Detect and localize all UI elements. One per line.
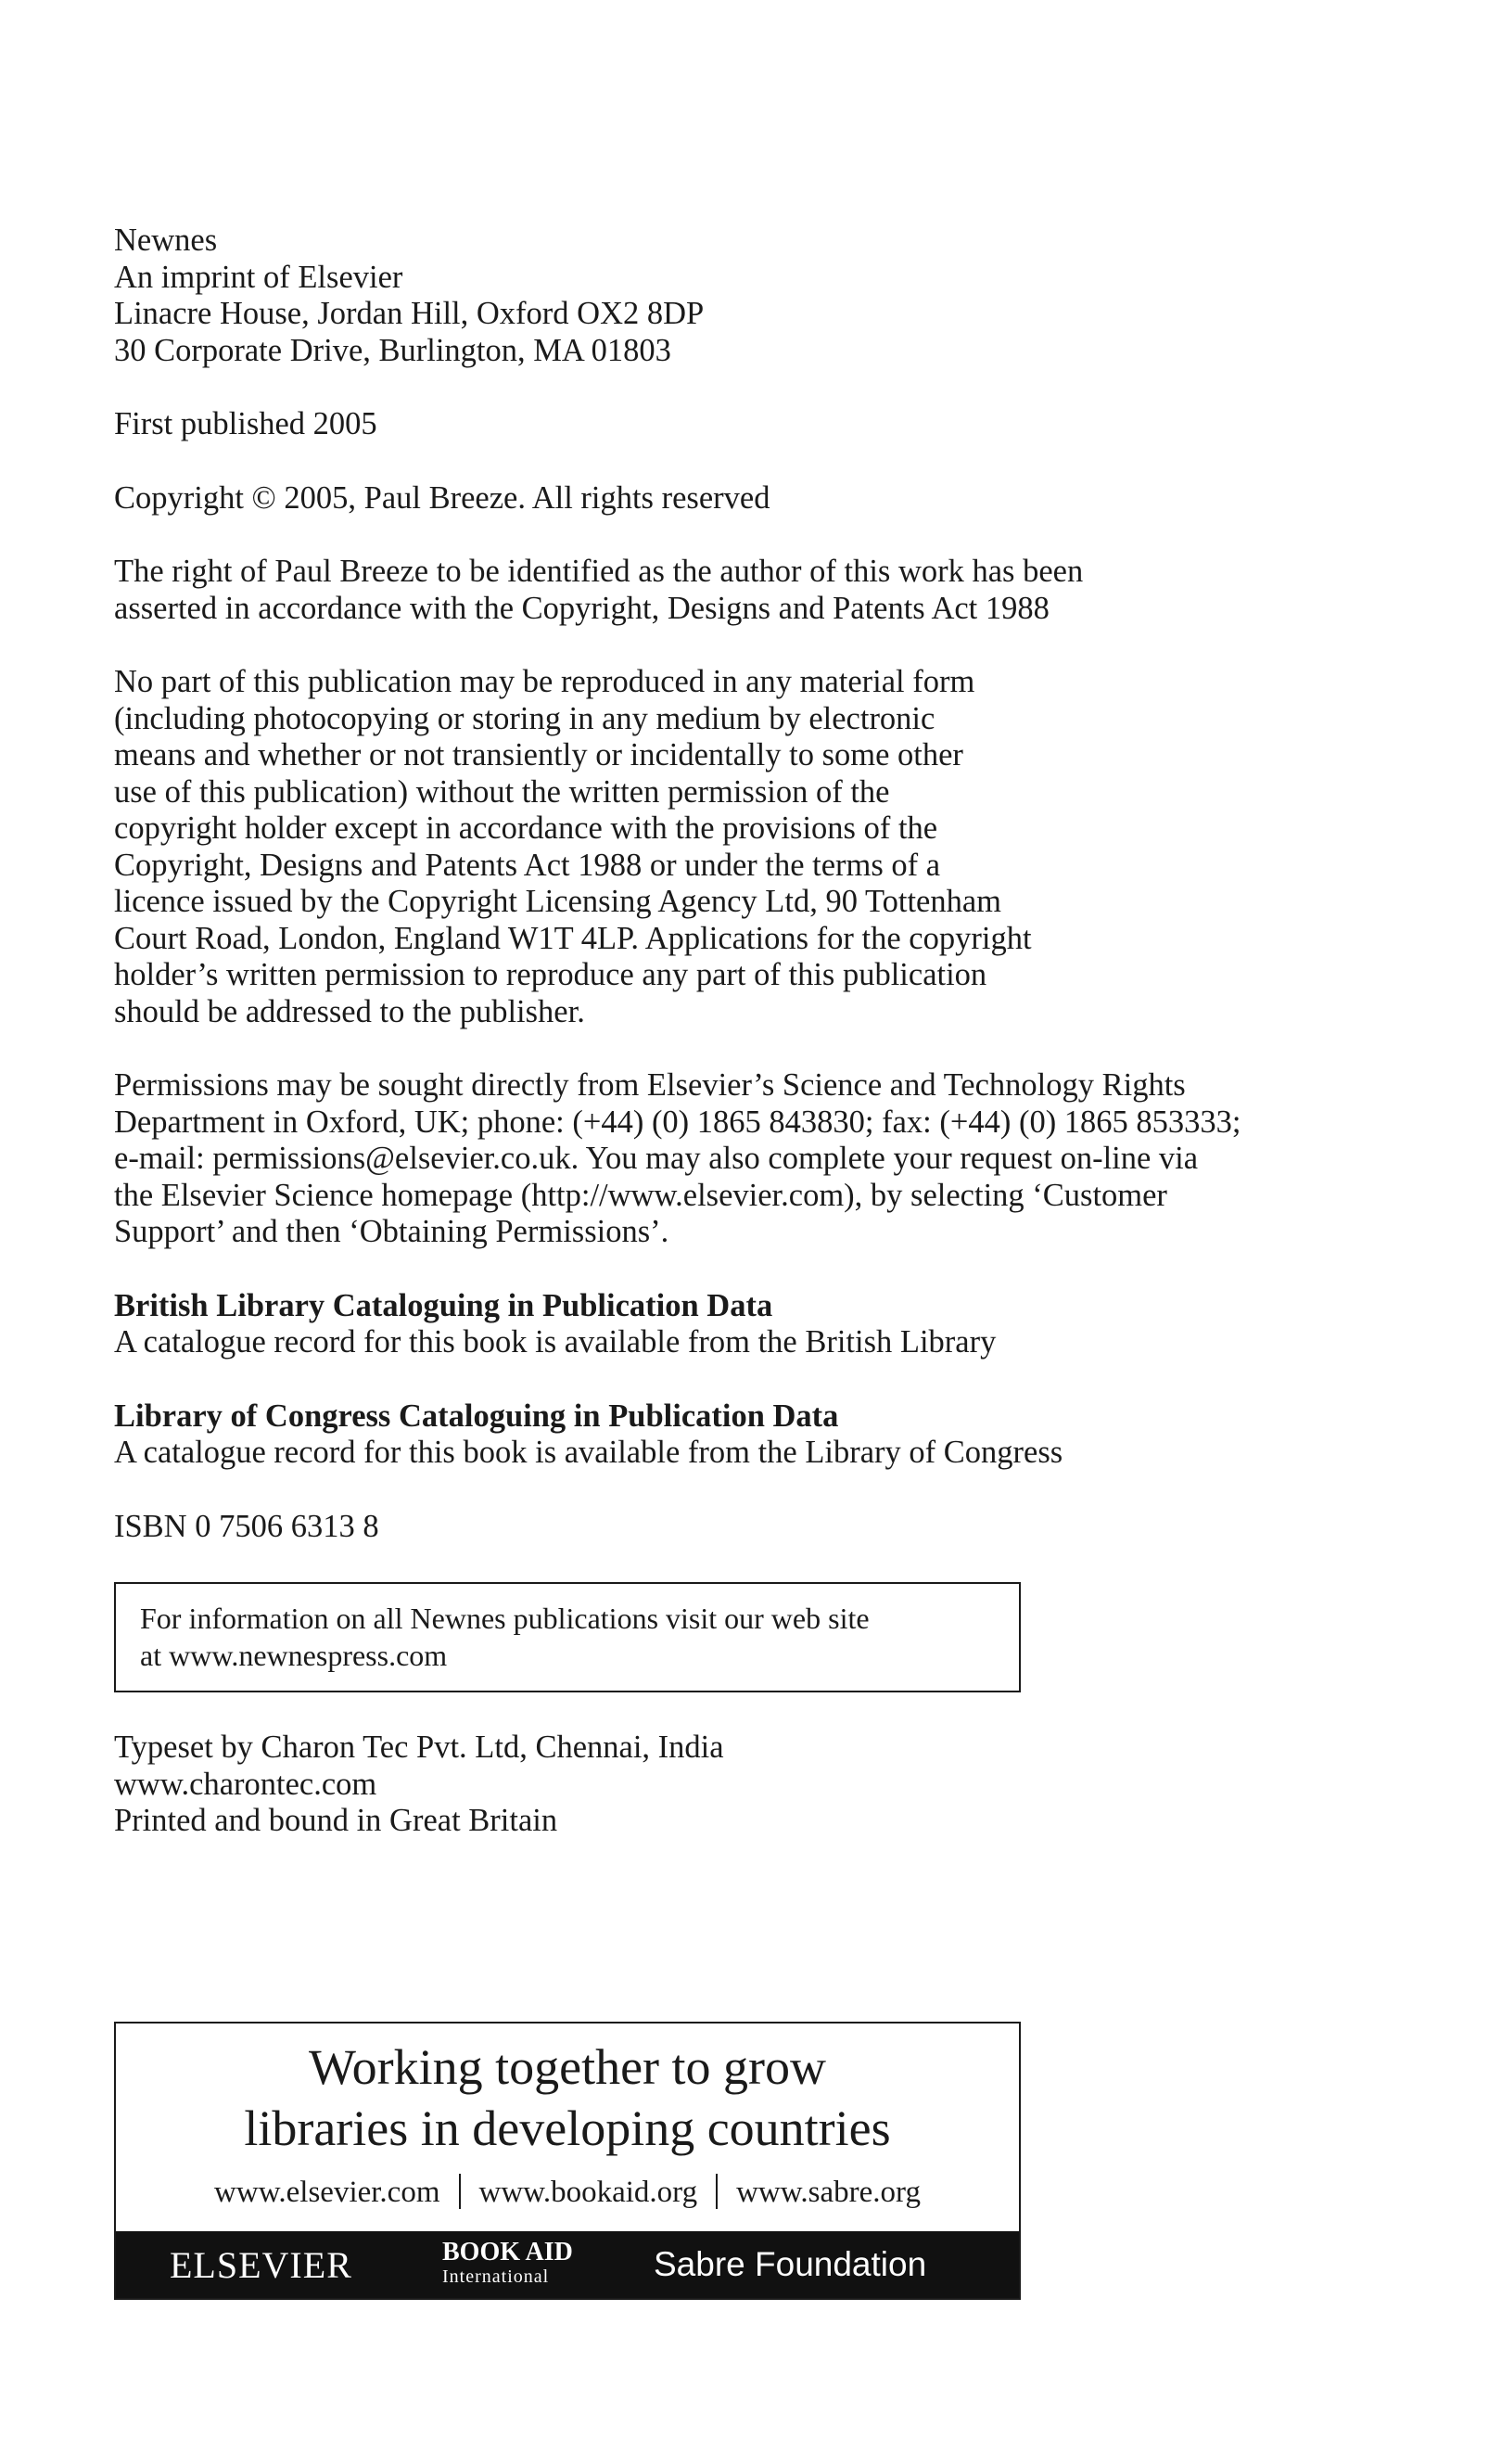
permissions-notice: [114, 1067, 1356, 1251]
first-published-text: First published 2005: [114, 406, 377, 441]
elsevier-link[interactable]: www.elsevier.com: [214, 2176, 440, 2209]
typeset-line: Typeset by Charon Tec Pvt. Ltd, Chennai, India: [114, 1730, 724, 1765]
permissions-line: e-mail: permissions@elsevier.co.uk. You may also complete your request on-line via: [114, 1141, 1199, 1176]
sabre-foundation-logo: Sabre Foundation: [654, 2245, 927, 2283]
reproduction-line: use of this publication) without the written permission of the: [114, 773, 890, 810]
book-aid-logo-bottom: International: [442, 2266, 550, 2287]
moral-rights: [114, 554, 1356, 627]
book-aid-logo-top: BOOK AID: [442, 2238, 573, 2266]
promo-heading-line: libraries in developing countries: [244, 2100, 891, 2156]
british-library-text: A catalogue record for this book is available from the British Library: [114, 1324, 997, 1360]
web-box-line: For information on all Newnes publications visit our web site: [140, 1602, 870, 1635]
reproduction-line: should be addressed to the publisher.: [114, 993, 585, 1029]
moral-rights-line: asserted in accordance with the Copyright, Designs and Patents Act 1988: [114, 590, 1050, 626]
typeset-info: [114, 1730, 1356, 1840]
elsevier-logo: ELSEVIER: [170, 2243, 352, 2286]
typeset-line: Printed and bound in Great Britain: [114, 1803, 558, 1838]
library-of-congress-cip: [114, 1398, 1356, 1472]
reproduction-line: licence issued by the Copyright Licensing Agency Ltd, 90 Tottenham: [114, 884, 1002, 919]
copyright-notice: [114, 480, 1356, 517]
reproduction-line: holder’s written permission to reproduce any part of this publication: [114, 957, 987, 992]
promo-links: [116, 2174, 1019, 2210]
web-site-box: [114, 1582, 1021, 1692]
british-library-cip: [114, 1288, 1356, 1361]
link-divider: [716, 2174, 718, 2209]
british-library-heading: British Library Cataloguing in Publication Data: [114, 1287, 773, 1323]
sabre-link[interactable]: www.sabre.org: [736, 2176, 921, 2209]
library-of-congress-heading: Library of Congress Cataloguing in Publication Data: [114, 1398, 839, 1434]
promo-heading: [116, 2036, 1019, 2159]
promo-heading-line: Working together to grow: [308, 2039, 827, 2095]
typeset-line: www.charontec.com: [114, 1766, 377, 1802]
publisher-address: [114, 223, 1356, 369]
copyright-text: Copyright © 2005, Paul Breeze. All rights reserved: [114, 479, 770, 516]
reproduction-line: means and whether or not transiently or incidentally to some other: [114, 737, 963, 772]
book-aid-promo-box: [114, 2022, 1021, 2300]
library-of-congress-text: A catalogue record for this book is available from the Library of Congress: [114, 1435, 1063, 1470]
web-box-line: at www.newnespress.com: [140, 1638, 448, 1672]
reproduction-line: Court Road, London, England W1T 4LP. Applications for the copyright: [114, 920, 1032, 956]
publisher-line: Linacre House, Jordan Hill, Oxford OX2 8DP: [114, 296, 705, 331]
permissions-line: Support’ and then ‘Obtaining Permissions’.: [114, 1214, 669, 1249]
publisher-line: 30 Corporate Drive, Burlington, MA 01803: [114, 332, 671, 368]
permissions-line: Permissions may be sought directly from Elsevier’s Science and Technology Rights: [114, 1067, 1186, 1103]
reproduction-line: No part of this publication may be reproduced in any material form: [114, 664, 975, 699]
reproduction-notice: [114, 664, 1356, 1030]
logo-bar: [116, 2231, 1019, 2298]
isbn: [114, 1509, 1356, 1546]
moral-rights-line: The right of Paul Breeze to be identified as the author of this work has been: [114, 554, 1084, 589]
link-divider: [459, 2174, 461, 2209]
permissions-line: Department in Oxford, UK; phone: (+44) (0) 1865 843830; fax: (+44) (0) 1865 853333;: [114, 1104, 1241, 1140]
isbn-text: ISBN 0 7506 6313 8: [114, 1508, 379, 1544]
first-published: [114, 406, 1356, 443]
copyright-page: [114, 223, 1356, 1877]
reproduction-line: copyright holder except in accordance with the provisions of the: [114, 811, 938, 846]
reproduction-line: Copyright, Designs and Patents Act 1988 or under the terms of a: [114, 847, 941, 883]
book-aid-logo: [442, 2231, 573, 2298]
bookaid-link[interactable]: www.bookaid.org: [478, 2176, 698, 2209]
publisher-line: An imprint of Elsevier: [114, 259, 403, 295]
reproduction-line: (including photocopying or storing in any medium by electronic: [114, 700, 935, 736]
permissions-line: the Elsevier Science homepage (http://www.elsevier.com), by selecting ‘Customer: [114, 1177, 1167, 1213]
publisher-line: Newnes: [114, 223, 218, 258]
